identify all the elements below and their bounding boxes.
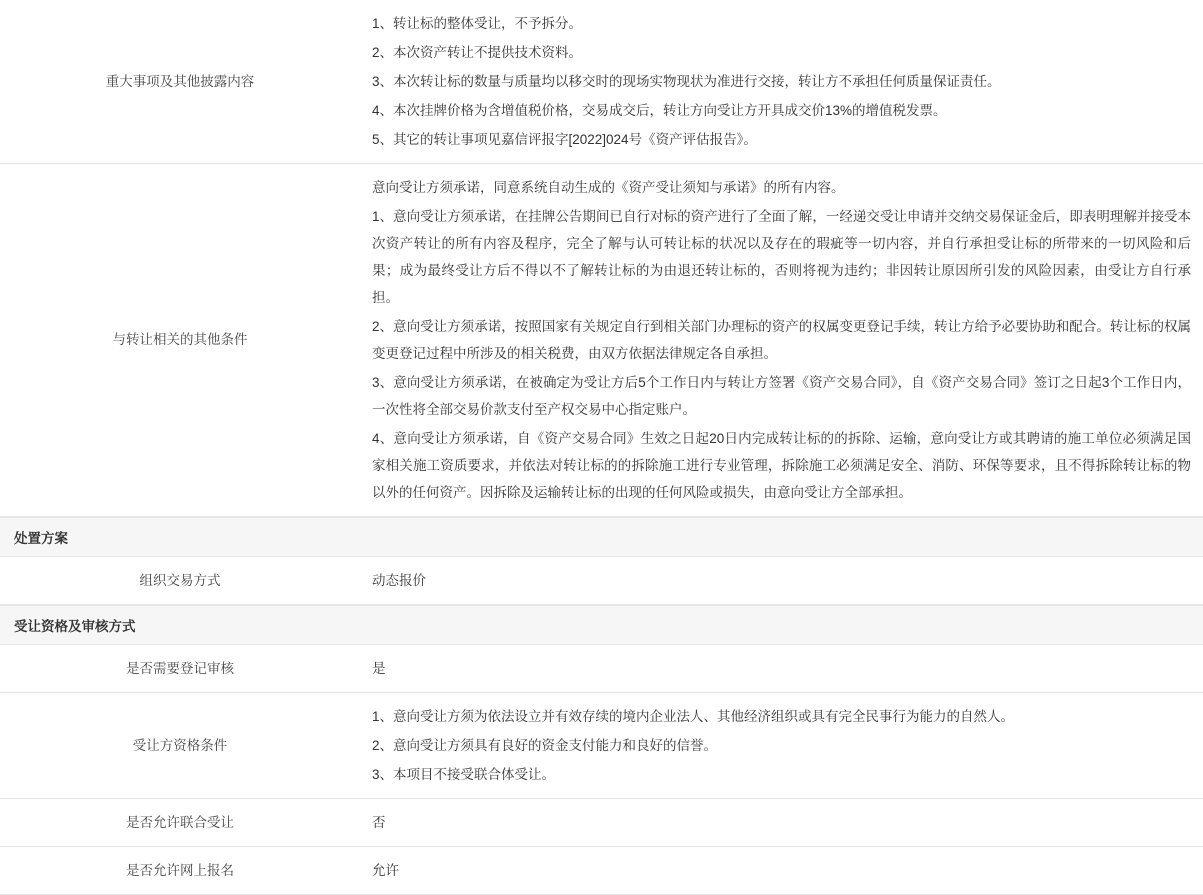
- value-paragraph: 是: [372, 661, 386, 676]
- value-paragraph: 1、转让标的整体受让，不予拆分。: [372, 16, 583, 31]
- section-header: 处置方案: [0, 517, 1203, 557]
- table-row: [0, 693, 1203, 799]
- table-row: [0, 164, 1203, 517]
- table-row: [0, 847, 1203, 895]
- row-value: [360, 645, 1203, 693]
- value-paragraph: 否: [372, 815, 386, 830]
- value-paragraph: 动态报价: [372, 573, 426, 588]
- value-paragraph: 3、本次转让标的数量与质量均以移交时的现场实物现状为准进行交接，转让方不承担任何质量保证责任。: [372, 74, 1001, 89]
- row-label: 是否需要登记审核: [0, 645, 360, 693]
- table-row: [0, 799, 1203, 847]
- value-paragraph: 2、意向受让方须具有良好的资金支付能力和良好的信誉。: [372, 738, 718, 753]
- table-row: [0, 557, 1203, 605]
- value-paragraph: 2、本次资产转让不提供技术资料。: [372, 45, 583, 60]
- value-paragraph: 1、意向受让方须为依法设立并有效存续的境内企业法人、其他经济组织或具有完全民事行为能力的自然人。: [372, 709, 1015, 724]
- row-label: 与转让相关的其他条件: [0, 164, 360, 517]
- info-table: [0, 557, 1203, 605]
- value-paragraph: 4、本次挂牌价格为含增值税价格，交易成交后，转让方向受让方开具成交价13%的增值税发票。: [372, 103, 947, 118]
- value-paragraph: 意向受让方须承诺，同意系统自动生成的《资产受让须知与承诺》的所有内容。: [372, 180, 845, 195]
- row-label: 重大事项及其他披露内容: [0, 0, 360, 164]
- table-row: [0, 645, 1203, 693]
- value-paragraph: 1、意向受让方须承诺，在挂牌公告期间已自行对标的资产进行了全面了解，一经递交受让申请并交纳交易保证金后，即表明理解并接受本次资产转让的所有内容及程序，完全了解与认可转让标的状况以及存在的瑕疵等一切内容，并自行承担受让标的所带来的一切风险和后果；成为最终受让方后不得以不了解转让标的为由退还转让标的，否则将视为违约；非因转让原因所引发的风险因素，由受让方自行承担。: [372, 209, 1191, 305]
- row-label: 是否允许网上报名: [0, 847, 360, 895]
- row-value: [360, 164, 1203, 517]
- value-paragraph: 4、意向受让方须承诺，自《资产交易合同》生效之日起20日内完成转让标的的拆除、运输，意向受让方或其聘请的施工单位必须满足国家相关施工资质要求，并依法对转让标的的拆除施工进行专业管理，拆除施工必须满足安全、消防、环保等要求，且不得拆除转让标的物以外的任何资产。因拆除及运输转让标的出现的任何风险或损失，由意向受让方全部承担。: [372, 431, 1191, 500]
- row-label: 是否允许联合受让: [0, 799, 360, 847]
- table-row: [0, 0, 1203, 164]
- value-paragraph: 2、意向受让方须承诺，按照国家有关规定自行到相关部门办理标的资产的权属变更登记手续，转让方给予必要协助和配合。转让标的权属变更登记过程中所涉及的相关税费，由双方依据法律规定各自承担。: [372, 319, 1191, 361]
- row-label: 受让方资格条件: [0, 693, 360, 799]
- value-paragraph: 3、本项目不接受联合体受让。: [372, 767, 556, 782]
- row-value: [360, 847, 1203, 895]
- value-paragraph: 3、意向受让方须承诺，在被确定为受让方后5个工作日内与转让方签署《资产交易合同》，自《资产交易合同》签订之日起3个工作日内，一次性将全部交易价款支付至产权交易中心指定账户。: [372, 375, 1191, 417]
- section-header: 受让资格及审核方式: [0, 605, 1203, 645]
- row-value: [360, 0, 1203, 164]
- value-paragraph: 5、其它的转让事项见嘉信评报字[2022]024号《资产评估报告》。: [372, 132, 757, 147]
- row-value: [360, 799, 1203, 847]
- row-label: 组织交易方式: [0, 557, 360, 605]
- row-value: [360, 557, 1203, 605]
- value-paragraph: 允许: [372, 863, 399, 878]
- row-value: [360, 693, 1203, 799]
- info-table: [0, 645, 1203, 895]
